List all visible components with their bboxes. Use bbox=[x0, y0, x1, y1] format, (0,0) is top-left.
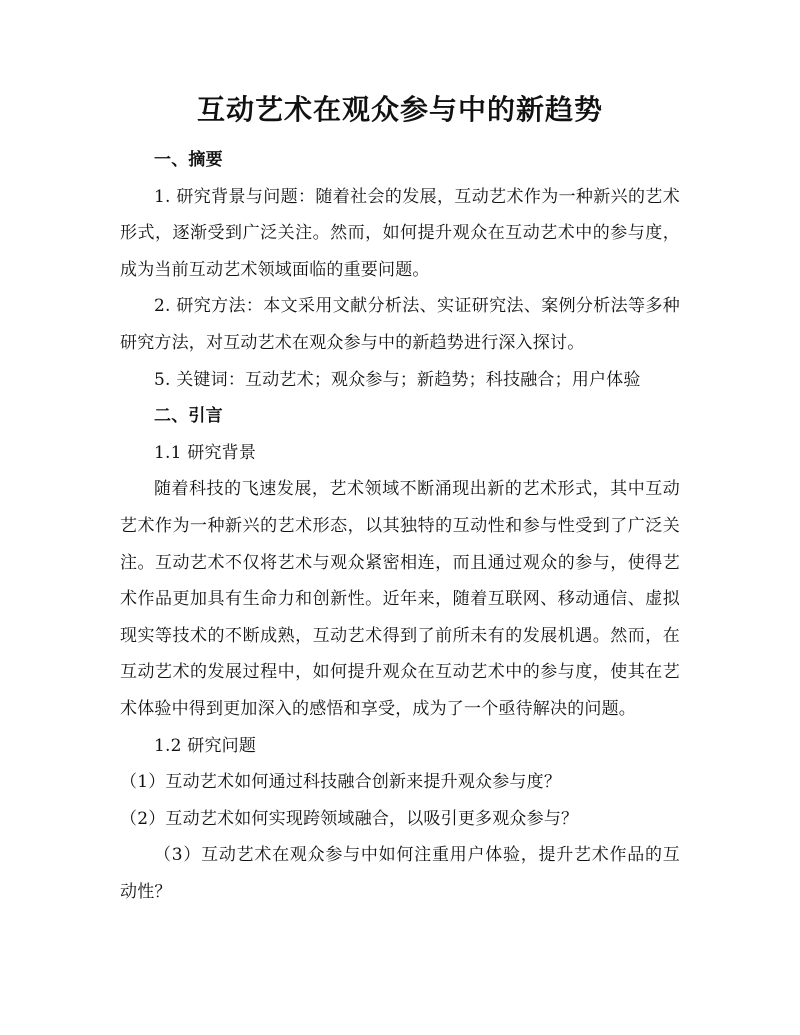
subheading-research-background: 1.1 研究背景 bbox=[154, 442, 257, 463]
abstract-paragraph-1: 1. 研究背景与问题：随着社会的发展，互动艺术作为一种新兴的艺术形式，逐渐受到广泛关注。然而，如何提升观众在互动艺术中的参与度，成为当前互动艺术领域面临的重要问题。 bbox=[120, 186, 680, 280]
research-question-3: （3）互动艺术在观众参与中如何注重用户体验，提升艺术作品的互动性？ bbox=[120, 845, 680, 902]
research-question-1: （1）互动艺术如何通过科技融合创新来提升观众参与度？ bbox=[120, 772, 562, 793]
document-title: 互动艺术在观众参与中的新趋势 bbox=[196, 93, 603, 126]
research-question-2: （2）互动艺术如何实现跨领域融合，以吸引更多观众参与？ bbox=[120, 808, 579, 829]
section-heading-intro: 二、引言 bbox=[154, 406, 223, 427]
abstract-paragraph-2: 2. 研究方法：本文采用文献分析法、实证研究法、案例分析法等多种研究方法，对互动艺术在观众参与中的新趋势进行深入探讨。 bbox=[120, 296, 680, 353]
document-body bbox=[120, 142, 680, 910]
keywords-line: 5. 关键词：互动艺术；观众参与；新趋势；科技融合；用户体验 bbox=[154, 369, 641, 390]
section-heading-abstract: 一、摘要 bbox=[154, 150, 223, 170]
background-paragraph: 随着科技的飞速发展，艺术领域不断涌现出新的艺术形式，其中互动艺术作为一种新兴的艺术形态，以其独特的互动性和参与性受到了广泛关注。互动艺术不仅将艺术与观众紧密相连，而且通过观众的参与，使得艺术作品更加具有生命力和创新性。近年来，随着互联网、移动通信、虚拟现实等技术的不断成熟，互动艺术得到了前所未有的发展机遇。然而，在互动艺术的发展过程中，如何提升观众在互动艺术中的参与度，使其在艺术体验中得到更加深入的感悟和享受，成为了一个亟待解决的问题。 bbox=[120, 479, 680, 719]
subheading-research-questions: 1.2 研究问题 bbox=[154, 735, 257, 756]
